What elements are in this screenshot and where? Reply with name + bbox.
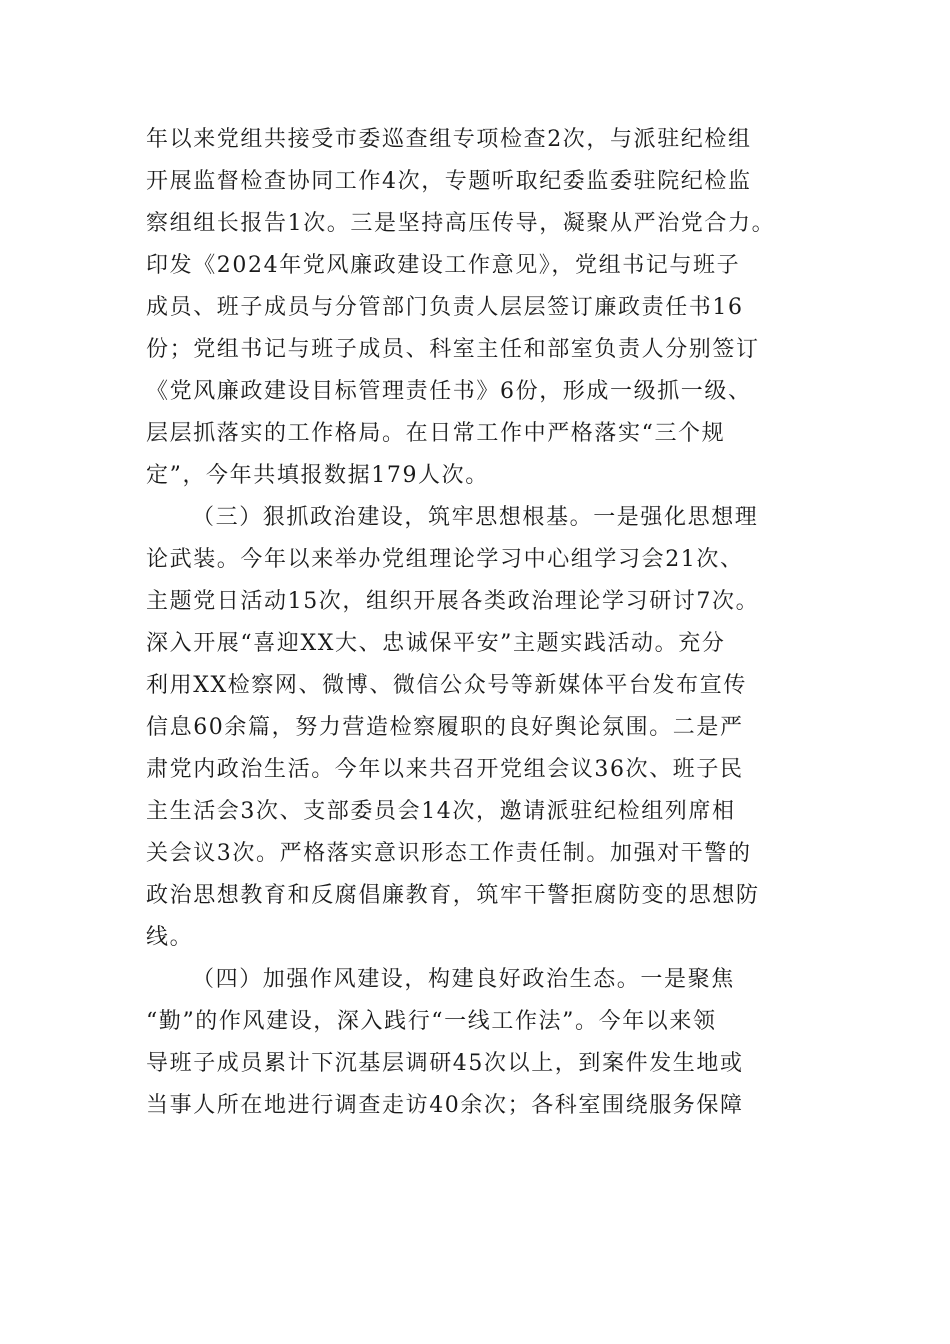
text-line: 成员、班子成员与分管部门负责人层层签订廉政责任书16	[146, 295, 744, 320]
text-line: 利用XX检察网、微博、微信公众号等新媒体平台发布宣传	[146, 673, 747, 698]
text-line: 开展监督检查协同工作4次，专题听取纪委监委驻院纪检监	[146, 169, 752, 194]
text-line: 政治思想教育和反腐倡廉教育，筑牢干警拒腐防变的思想防	[146, 883, 760, 908]
text-line: 导班子成员累计下沉基层调研45次以上，到案件发生地或	[146, 1051, 744, 1076]
text-line: “勤”的作风建设，深入践行“一线工作法”。今年以来领	[146, 1009, 717, 1034]
text-line: 年以来党组共接受市委巡查组专项检查2次，与派驻纪检组	[146, 127, 752, 152]
text-line: 主生活会3次、支部委员会14次，邀请派驻纪检组列席相	[146, 799, 736, 824]
section-heading-line: （三）狠抓政治建设，筑牢思想根基。一是强化思想理	[192, 505, 759, 530]
text-line: 关会议3次。严格落实意识形态工作责任制。加强对干警的	[146, 841, 752, 866]
text-line: 察组组长报告1次。三是坚持高压传导，凝聚从严治党合力。	[146, 211, 776, 236]
text-line: 线。	[146, 925, 194, 950]
text-line: 定”，今年共填报数据179人次。	[146, 463, 489, 488]
text-line: 《党风廉政建设目标管理责任书》6份，形成一级抓一级、	[146, 379, 752, 404]
text-line: 论武装。今年以来举办党组理论学习中心组学习会21次、	[146, 547, 744, 572]
text-line: 印发《2024年党风廉政建设工作意见》，党组书记与班子	[146, 253, 741, 278]
text-line: 信息60余篇，努力营造检察履职的良好舆论氛围。二是严	[146, 715, 744, 740]
text-line: 深入开展“喜迎XX大、忠诚保平安”主题实践活动。充分	[146, 631, 726, 656]
text-line: 肃党内政治生活。今年以来共召开党组会议36次、班子民	[146, 757, 744, 782]
text-line: 当事人所在地进行调查走访40余次；各科室围绕服务保障	[146, 1093, 744, 1118]
text-line: 层层抓落实的工作格局。在日常工作中严格落实“三个规	[146, 421, 726, 446]
section-heading-line: （四）加强作风建设，构建良好政治生态。一是聚焦	[192, 967, 735, 992]
text-line: 主题党日活动15次，组织开展各类政治理论学习研讨7次。	[146, 589, 760, 614]
text-line: 份；党组书记与班子成员、科室主任和部室负责人分别签订	[146, 337, 760, 362]
body-text	[146, 119, 810, 1127]
